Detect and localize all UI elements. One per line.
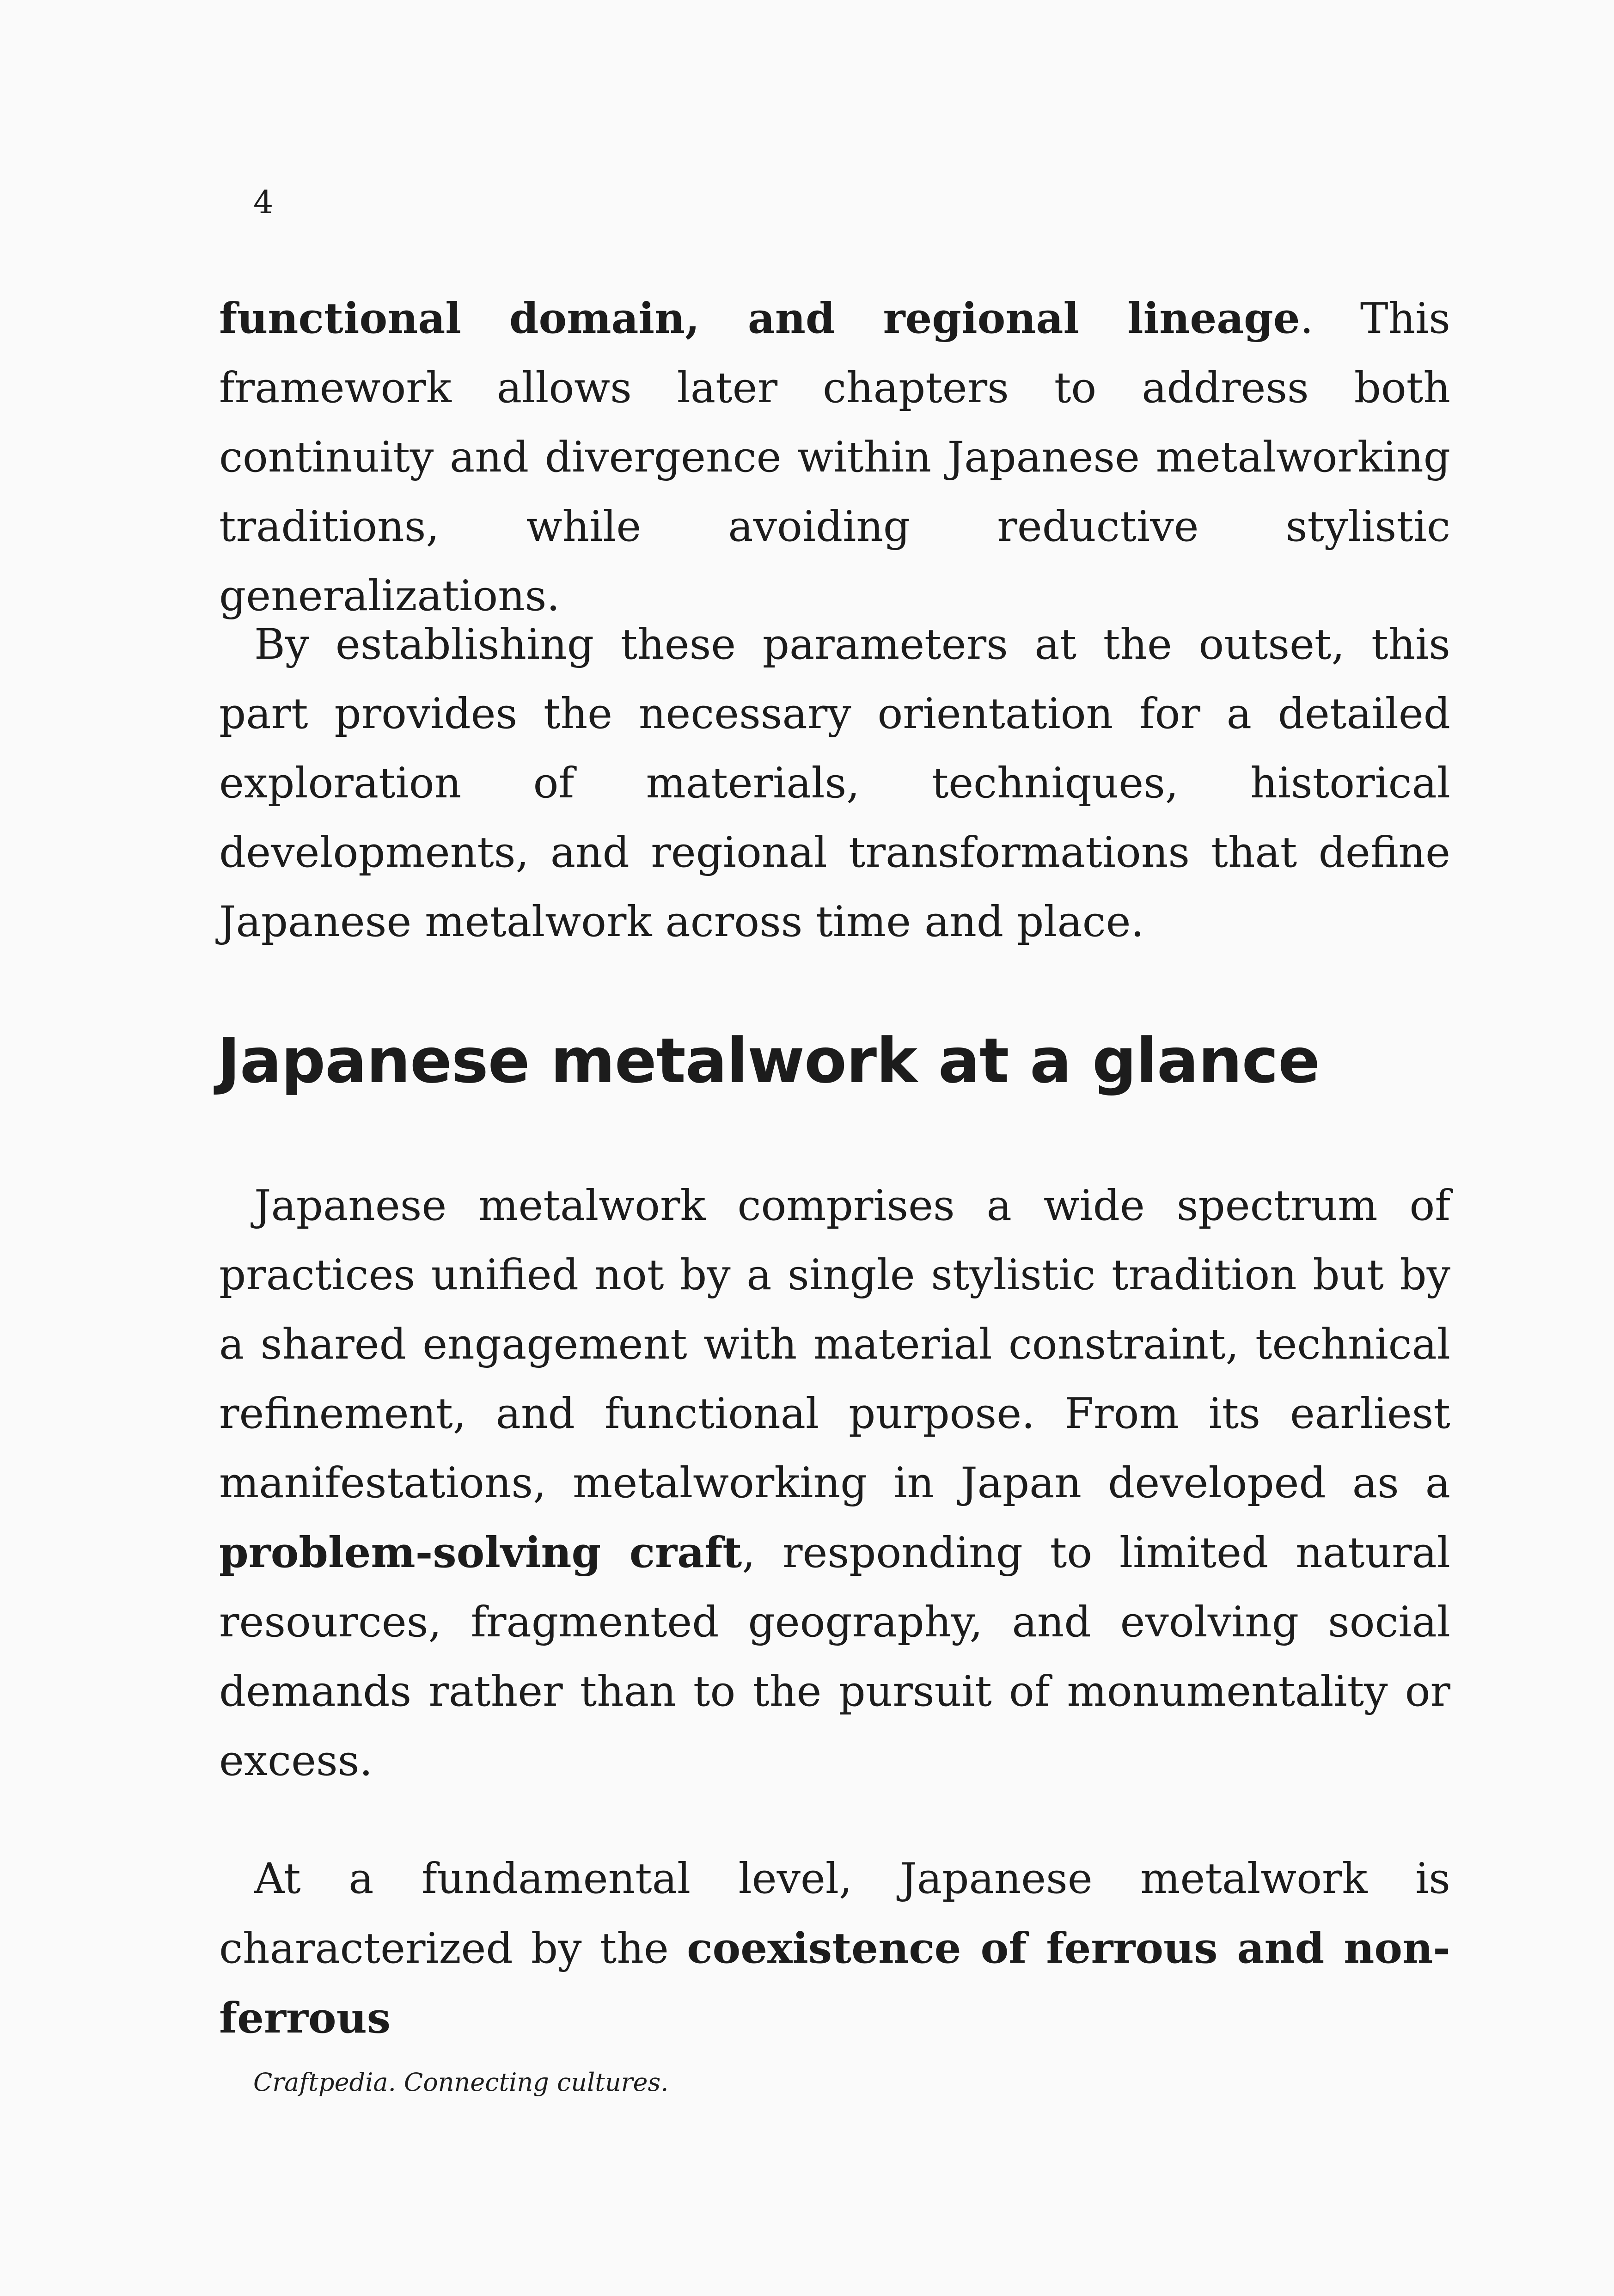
bold-phrase-coexistence: coexistence of ferrous and non-ferrous	[219, 1924, 1450, 2043]
paragraph-overview	[219, 1171, 1450, 1796]
page-footer: Craftpedia. Connecting cultures.	[253, 2068, 669, 2097]
bold-phrase-problem-solving: problem-solving craft	[219, 1528, 742, 1577]
paragraph-parameters	[219, 610, 1450, 957]
paragraph-text: At a fundamental level, Japanese metalwork is characterized by the	[219, 1855, 1450, 1973]
page-number: 4	[253, 184, 274, 221]
paragraph-continuation	[219, 284, 1450, 631]
paragraph-text: By establishing these parameters at the outset, this part provides the necessary orientation for a detailed exploration of materials, techniques, historical developments, and regional transformations that define Japanese metalwork across time and place.	[219, 620, 1450, 946]
paragraph-text: , responding to limited natural resources, fragmented geography, and evolving social demands rather than to the pursuit of monumentality or excess.	[219, 1529, 1450, 1785]
bold-phrase-functional-domain: functional domain, and regional lineage	[219, 294, 1300, 343]
paragraph-text: Japanese metalwork comprises a wide spectrum of practices unified not by a single stylistic tradition but by a shared engagement with material constraint, technical refinement, and functional purpose. From its earliest manifestations, metalworking in Japan developed as a	[219, 1182, 1450, 1507]
paragraph-fundamental-level	[219, 1844, 1450, 2053]
section-heading: Japanese metalwork at a glance	[217, 1025, 1320, 1097]
paragraph-text: . This framework allows later chapters to address both continuity and divergence within Japanese metalworking traditions, while avoiding reductive stylistic generalizations.	[219, 294, 1450, 620]
